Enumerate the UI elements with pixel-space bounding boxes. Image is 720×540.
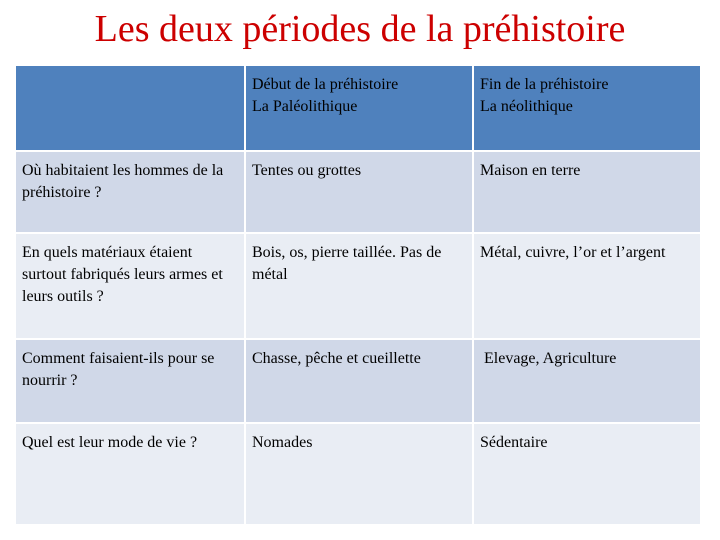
table-header-row [15,65,701,151]
header-paleolithic-line1: Début de la préhistoire [252,76,399,93]
header-paleolithic-line2: La Paléolithique [252,98,358,115]
header-neolithic-line1: Fin de la préhistoire [480,76,609,93]
row-question: Où habitaient les hommes de la préhistoire ? [15,151,245,233]
row-question: En quels matériaux étaient surtout fabriqués leurs armes et leurs outils ? [15,233,245,339]
row-question: Comment faisaient-ils pour se nourrir ? [15,339,245,423]
table-row [15,233,701,339]
row-paleolithic-cell: Chasse, pêche et cueillette [245,339,473,423]
header-paleolithic [245,65,473,151]
row-paleolithic-cell: Bois, os, pierre taillée. Pas de métal [245,233,473,339]
header-neolithic [473,65,701,151]
header-neolithic-line2: La néolithique [480,98,573,115]
prehistory-table [14,64,702,526]
row-paleolithic-cell: Nomades [245,423,473,525]
row-neolithic-cell: Métal, cuivre, l’or et l’argent [473,233,701,339]
table-row [15,151,701,233]
header-empty-cell [15,65,245,151]
table-row [15,423,701,525]
row-neolithic-cell: Sédentaire [473,423,701,525]
row-question: Quel est leur mode de vie ? [15,423,245,525]
row-neolithic-cell: Maison en terre [473,151,701,233]
row-neolithic-cell: Elevage, Agriculture [473,339,701,423]
page-title: Les deux périodes de la préhistoire [94,8,626,50]
row-paleolithic-cell: Tentes ou grottes [245,151,473,233]
table-row [15,339,701,423]
